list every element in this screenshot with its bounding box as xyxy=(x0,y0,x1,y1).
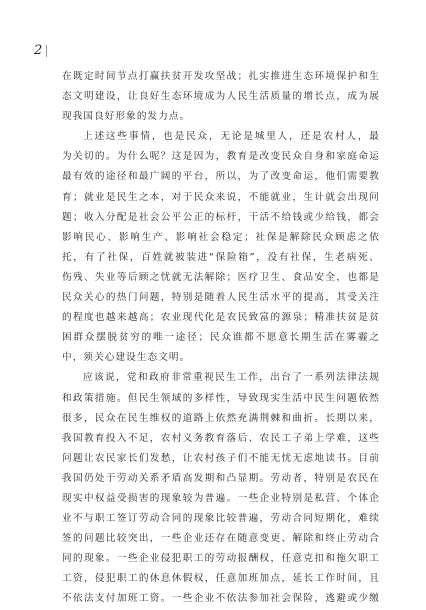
text-line: 题；收入分配是社会公平公正的标杆，干活不给钱或少给钱，都会 xyxy=(62,211,380,223)
text-line: 我国仍处于劳动关系矛盾高发期和凸显期。劳动者，特别是农民在 xyxy=(62,472,380,484)
text-line: 同的现象。一些企业侵犯职工的劳动报酬权，任意克扣和拖欠职工 xyxy=(62,553,380,565)
text-line: 育；就业是民生之本，对于民众来说，不能就业，生计就会出现问 xyxy=(62,191,380,203)
text-line: 很多，民众在民生维权的道路上依然充满荆棘和曲折。长期以来， xyxy=(62,412,380,424)
text-line: 应该说，党和政府非常重视民生工作，出台了一系列法律法规 xyxy=(83,372,380,384)
text-line: 上述这些事情，也是民众，无论是城里人，还是农村人，最 xyxy=(83,131,380,143)
text-line: 态文明建设，让良好生态环境成为人民生活质量的增长点，成为展 xyxy=(62,91,380,103)
text-line: 的程度也越来越高；农业现代化是农民致富的源泉；精准扶贫是贫 xyxy=(62,312,380,324)
page-header xyxy=(34,43,47,59)
page-number: 2 xyxy=(34,43,43,58)
paragraph xyxy=(62,368,380,609)
text-line: 工资，侵犯职工的休息休假权，任意加班加点，延长工作时间，且 xyxy=(62,573,380,585)
page-body-text xyxy=(62,67,380,605)
text-line: 最有效的途径和最广阔的平台，所以，为了改变命运，他们需要教 xyxy=(62,171,380,183)
text-line: 现实中权益受损害的现象较为普遍。一些企业特别是私营、个体企 xyxy=(62,492,380,504)
text-line: 民众关心的热门问题，特别是随着人民生活水平的提高，其受关注 xyxy=(62,292,380,304)
text-line: 不依法支付加班工资。一些企业不依法参加社会保险，逃避或少缴 xyxy=(62,593,380,605)
text-line: 现我国良好形象的发力点。 xyxy=(62,111,191,123)
text-line: 签的问题比较突出，一些企业还存在随意变更、解除和终止劳动合 xyxy=(62,533,380,545)
text-line: 和政策措施。但民生领域的多样性，导致现实生活中民生问题依然 xyxy=(62,392,380,404)
text-line: 托，有了社保，百姓就被装进“保险箱”，没有社保，生老病死、 xyxy=(62,251,380,263)
text-line: 为关切的。为什么呢？这是因为，教育是改变民众自身和家庭命运 xyxy=(62,151,380,163)
paragraph xyxy=(62,67,380,127)
text-line: 困群众摆脱贫穷的唯一途径；民众谁都不愿意长期生活在雾霾之 xyxy=(62,332,380,344)
text-line: 在既定时间节点打赢扶贫开发攻坚战；扎实推进生态环境保护和生 xyxy=(62,71,380,82)
text-line: 我国教育投入不足，农村义务教育落后、农民工子弟上学难，这些 xyxy=(62,432,380,444)
text-line: 问题让农民家长们发愁，让农村孩子们不能无忧无虑地读书。目前 xyxy=(62,452,380,464)
text-line: 中，须关心建设生态文明。 xyxy=(62,352,191,364)
text-line: 影响民心、影响生产、影响社会稳定；社保是解除民众顾虑之依 xyxy=(62,231,380,243)
text-line: 业不与职工签订劳动合同的现象比较普遍，劳动合同短期化，难续 xyxy=(62,513,380,525)
text-line: 伤残、失业等后顾之忧就无法解除；医疗卫生、食品安全，也都是 xyxy=(62,271,380,283)
header-divider xyxy=(46,45,47,57)
paragraph xyxy=(62,127,380,368)
